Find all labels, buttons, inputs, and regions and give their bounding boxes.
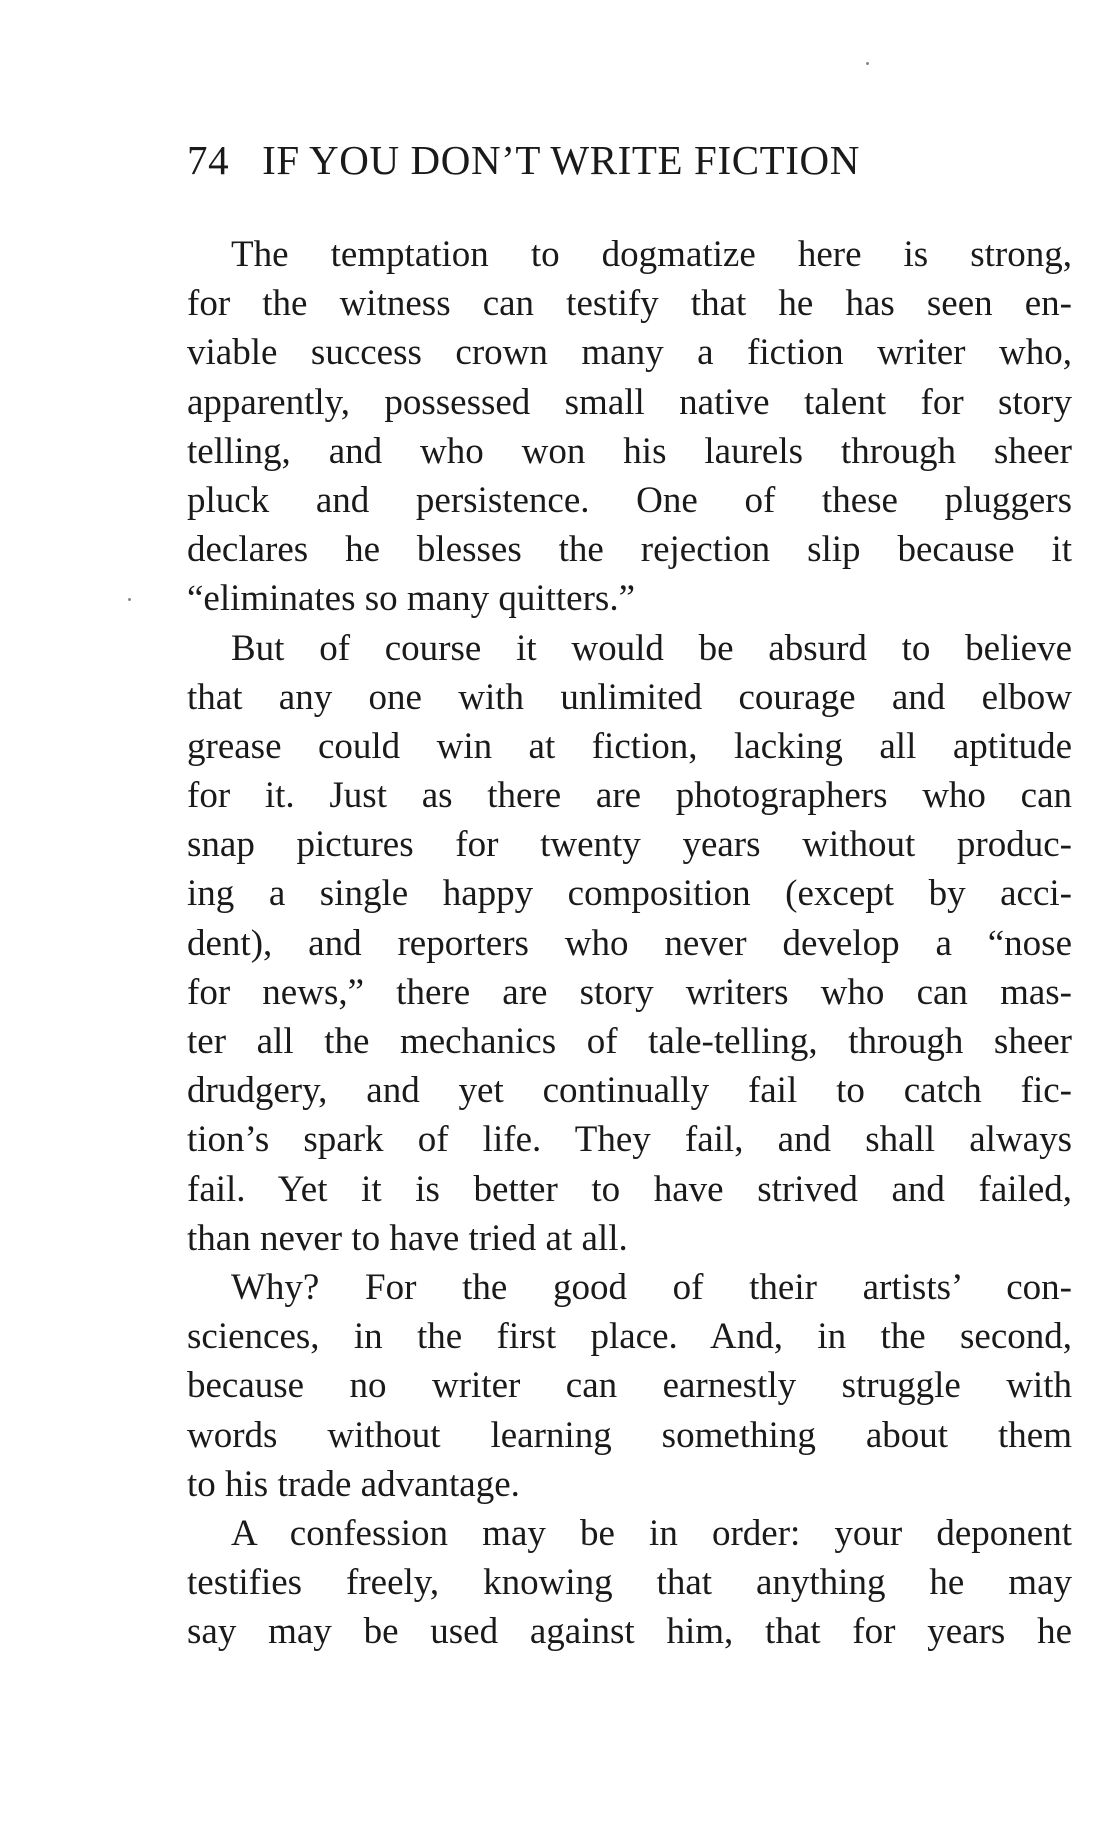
- text-line: Why? For the good of their artists’ con-: [231, 1266, 1072, 1308]
- text-line: A confession may be in order: your deponent: [231, 1512, 1072, 1554]
- text-line: The temptation to dogmatize here is strong,: [231, 234, 1072, 275]
- text-line: “eliminates so many quitters.”: [187, 578, 635, 620]
- text-line: to his trade advantage.: [187, 1463, 520, 1505]
- text-line: grease could win at fiction, lacking all aptitude: [187, 725, 1072, 767]
- text-line: because no writer can earnestly struggle with: [187, 1365, 1072, 1407]
- text-line: tion’s spark of life. They fail, and shall always: [187, 1119, 1072, 1161]
- text-line: dent), and reporters who never develop a “nose: [187, 922, 1072, 964]
- text-line: ter all the mechanics of tale-telling, through sheer: [187, 1021, 1072, 1062]
- text-line: for news,” there are story writers who can mas-: [187, 971, 1072, 1013]
- text-line: declares he blesses the rejection slip because it: [187, 529, 1072, 571]
- text-line: viable success crown many a fiction writer who,: [187, 332, 1072, 374]
- page-number: 74: [187, 137, 230, 183]
- running-header: [187, 137, 1072, 192]
- text-line: words without learning something about them: [187, 1414, 1072, 1456]
- text-line: telling, and who won his laurels through sheer: [187, 430, 1072, 472]
- text-line: than never to have tried at all.: [187, 1217, 628, 1259]
- text-line: testifies freely, knowing that anything he may: [187, 1562, 1072, 1604]
- text-line: ing a single happy composition (except by acci-: [187, 873, 1072, 915]
- running-title: IF YOU DON’T WRITE FICTION: [262, 137, 860, 183]
- text-line: snap pictures for twenty years without produc-: [187, 824, 1072, 866]
- text-line: drudgery, and yet continually fail to catch fic-: [187, 1070, 1072, 1112]
- text-line: But of course it would be absurd to believe: [231, 627, 1072, 669]
- text-line: fail. Yet it is better to have strived and failed,: [187, 1168, 1072, 1210]
- text-line: for the witness can testify that he has seen en-: [187, 283, 1072, 325]
- paper-speck: [866, 62, 869, 65]
- text-line: apparently, possessed small native talent for story: [187, 381, 1072, 423]
- body-text: [187, 230, 1072, 1656]
- text-line: that any one with unlimited courage and elbow: [187, 676, 1072, 718]
- page-content: [187, 137, 1072, 1656]
- text-line: say may be used against him, that for years he: [187, 1611, 1072, 1653]
- text-line: for it. Just as there are photographers who can: [187, 775, 1072, 817]
- paper-speck: [128, 598, 131, 601]
- text-line: sciences, in the first place. And, in the second,: [187, 1316, 1072, 1358]
- text-line: pluck and persistence. One of these pluggers: [187, 479, 1072, 521]
